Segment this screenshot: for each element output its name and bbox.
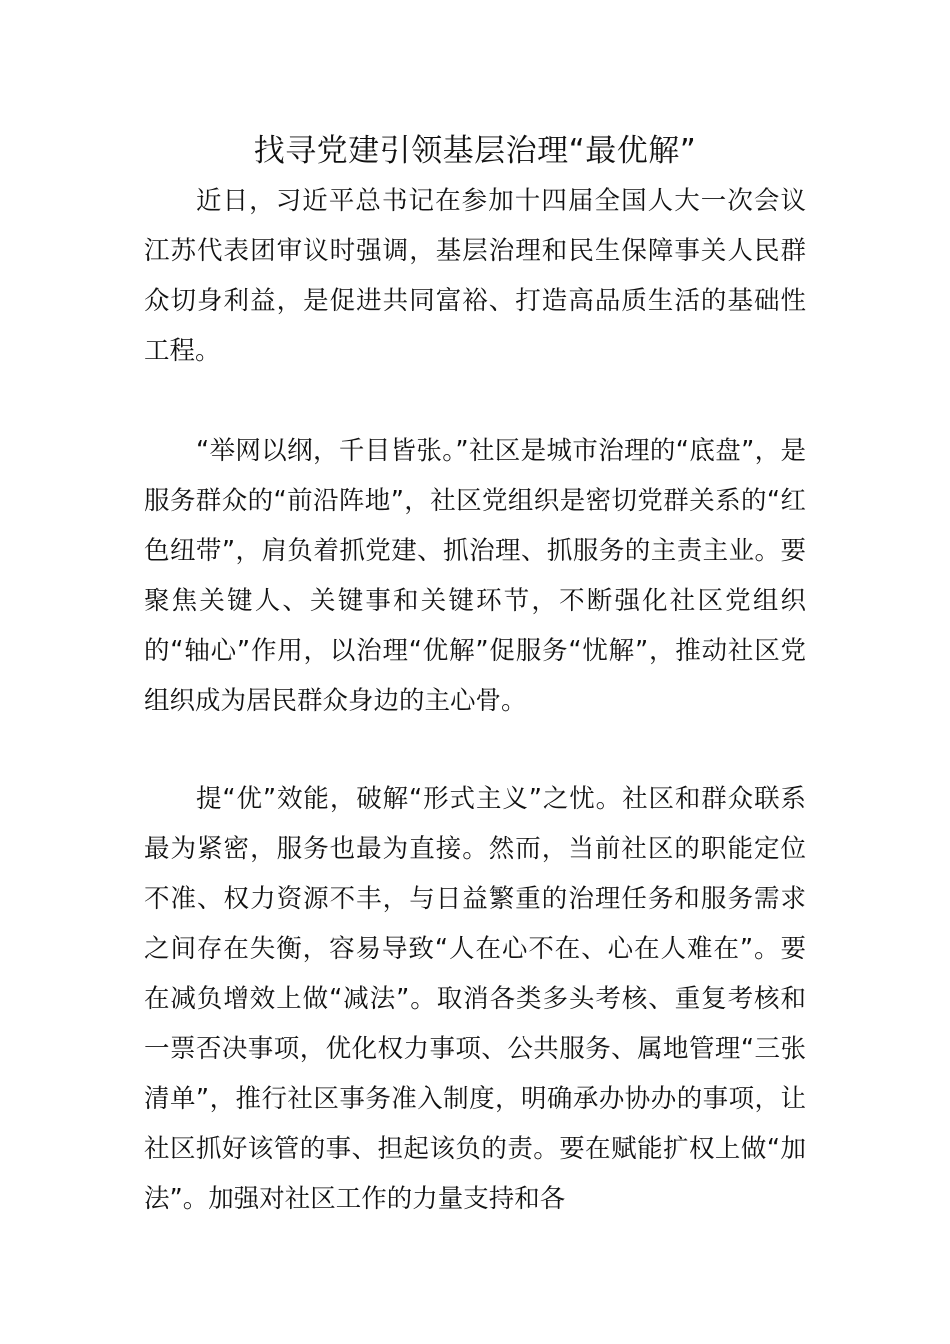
paragraph-1: 近日，习近平总书记在参加十四届全国人大一次会议江苏代表团审议时强调，基层治理和民生保障事关人民群众切身利益，是促进共同富裕、打造高品质生活的基础性工程。 [144, 186, 806, 366]
document-title: 找寻党建引领基层治理“最优解” [253, 133, 697, 169]
paragraph-2: “举网以纲，千目皆张。”社区是城市治理的“底盘”，是服务群众的“前沿阵地”，社区党组织是密切党群关系的“红色纽带”，肩负着抓党建、抓治理、抓服务的主责主业。要聚焦关键人、关键事和关键环节，不断强化社区党组织的“轴心”作用，以治理“优解”促服务“忧解”，推动社区党组织成为居民群众身边的主心骨。 [144, 436, 806, 716]
paragraph-3: 提“优”效能，破解“形式主义”之忧。社区和群众联系最为紧密，服务也最为直接。然而，当前社区的职能定位不准、权力资源不丰，与日益繁重的治理任务和服务需求之间存在失衡，容易导致“人在心不在、心在人难在”。要在减负增效上做“减法”。取消各类多头考核、重复考核和一票否决事项，优化权力事项、公共服务、属地管理“三张清单”，推行社区事务准入制度，明确承办协办的事项，让社区抓好该管的事、担起该负的责。要在赋能扩权上做“加法”。加强对社区工作的力量支持和各 [144, 784, 806, 1214]
